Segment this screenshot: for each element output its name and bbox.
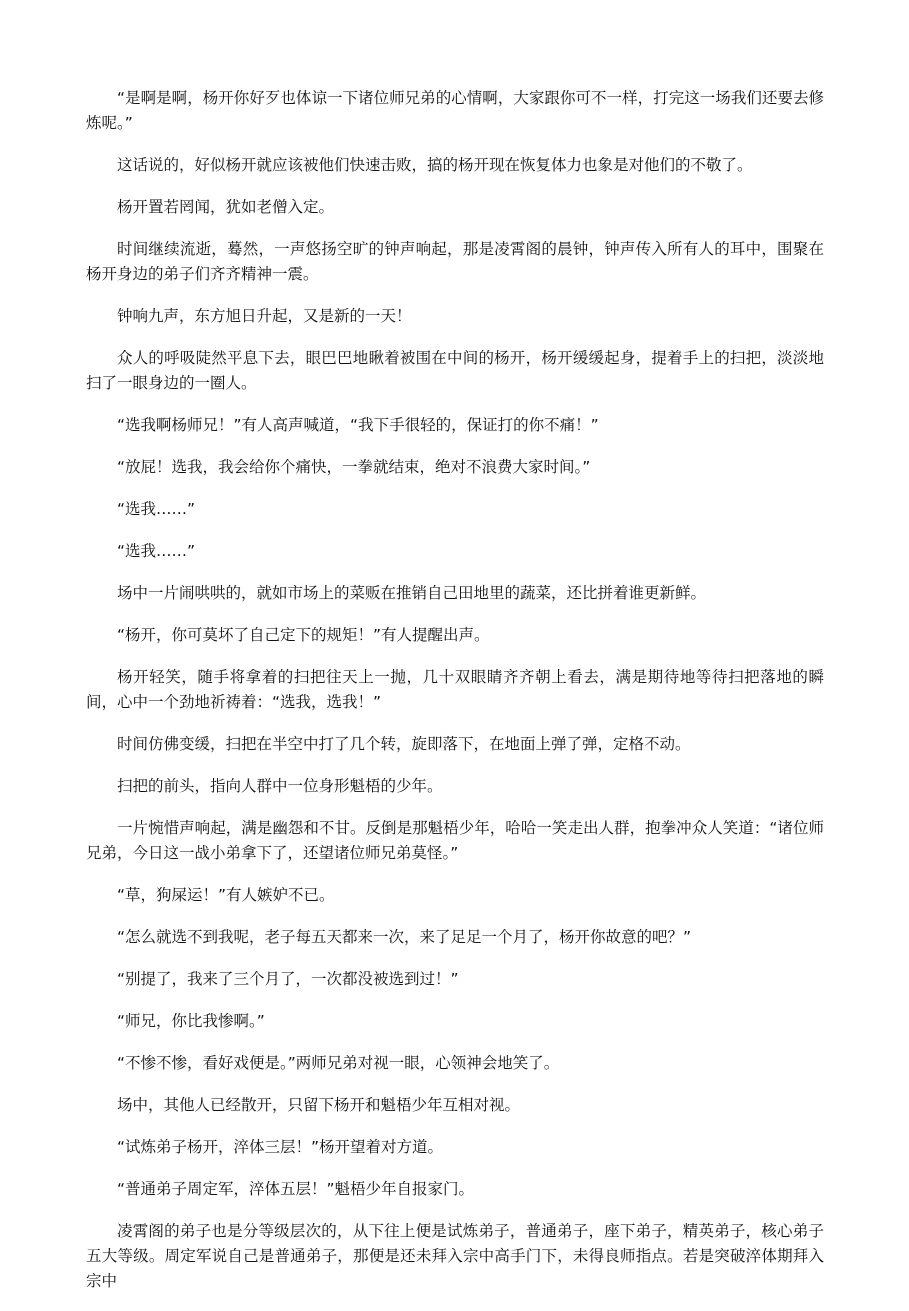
- document-page: [86, 86, 824, 1311]
- paragraph: 杨开置若罔闻，犹如老僧入定。: [117, 198, 335, 216]
- paragraph: “别提了，我来了三个月了，一次都没被选到过！”: [117, 970, 459, 988]
- paragraph: “放屁！选我，我会给你个痛快，一拳就结束，绝对不浪费大家时间。”: [117, 458, 591, 476]
- paragraph: 时间继续流逝，蓦然，一声悠扬空旷的钟声响起，那是凌霄阁的晨钟，钟声传入所有人的耳中，围聚在杨开身边的弟子们齐齐精神一震。: [86, 240, 824, 283]
- paragraph: “选我……”: [117, 542, 196, 560]
- paragraph: 扫把的前头，指向人群中一位身形魁梧的少年。: [117, 777, 443, 795]
- paragraph: “草，狗屎运！”有人嫉妒不已。: [117, 886, 335, 904]
- paragraph: “是啊是啊，杨开你好歹也体谅一下诸位师兄弟的心情啊，大家跟你可不一样，打完这一场我们还要去修炼呢。”: [86, 89, 824, 132]
- paragraph: “选我啊杨师兄！”有人高声喊道，“我下手很轻的，保证打的你不痛！”: [117, 416, 599, 434]
- paragraph: “不惨不惨，看好戏便是。”两师兄弟对视一眼，心领神会地笑了。: [117, 1054, 560, 1072]
- paragraph: “试炼弟子杨开，淬体三层！”杨开望着对方道。: [117, 1138, 444, 1156]
- paragraph: “杨开，你可莫坏了自己定下的规矩！”有人提醒出声。: [117, 626, 490, 644]
- paragraph: 这话说的，好似杨开就应该被他们快速击败，搞的杨开现在恢复体力也象是对他们的不敬了。: [117, 156, 753, 174]
- paragraph: “选我……”: [117, 500, 196, 518]
- paragraph: “怎么就选不到我呢，老子每五天都来一次，来了足足一个月了，杨开你故意的吧？”: [117, 928, 692, 946]
- paragraph: “师兄，你比我惨啊。”: [117, 1012, 265, 1030]
- paragraph: “普通弟子周定军，淬体五层！”魁梧少年自报家门。: [117, 1180, 475, 1198]
- paragraph: 众人的呼吸陡然平息下去，眼巴巴地瞅着被围在中间的杨开，杨开缓缓起身，提着手上的扫把，淡淡地扫了一眼身边的一圈人。: [86, 349, 824, 392]
- paragraph: 钟响九声，东方旭日升起，又是新的一天！: [117, 307, 412, 325]
- paragraph: 凌霄阁的弟子也是分等级层次的，从下往上便是试炼弟子，普通弟子，座下弟子，精英弟子，核心弟子五大等级。周定军说自己是普通弟子，那便是还未拜入宗中高手门下，未得良师指点。若是突破淬体期拜入宗中: [86, 1222, 824, 1290]
- paragraph: 杨开轻笑，随手将拿着的扫把往天上一抛，几十双眼睛齐齐朝上看去，满是期待地等待扫把落地的瞬间，心中一个劲地祈祷着：“选我，选我！”: [86, 668, 824, 711]
- paragraph: 场中，其他人已经散开，只留下杨开和魁梧少年互相对视。: [117, 1096, 521, 1114]
- paragraph: 时间仿佛变缓，扫把在半空中打了几个转，旋即落下，在地面上弹了弹，定格不动。: [117, 735, 691, 753]
- paragraph: 一片惋惜声响起，满是幽怨和不甘。反倒是那魁梧少年，哈哈一笑走出人群，抱拳冲众人笑道：“诸位师兄弟，今日这一战小弟拿下了，还望诸位师兄弟莫怪。”: [86, 819, 824, 862]
- paragraph: 场中一片闹哄哄的，就如市场上的菜贩在推销自己田地里的蔬菜，还比拼着谁更新鲜。: [117, 584, 707, 602]
